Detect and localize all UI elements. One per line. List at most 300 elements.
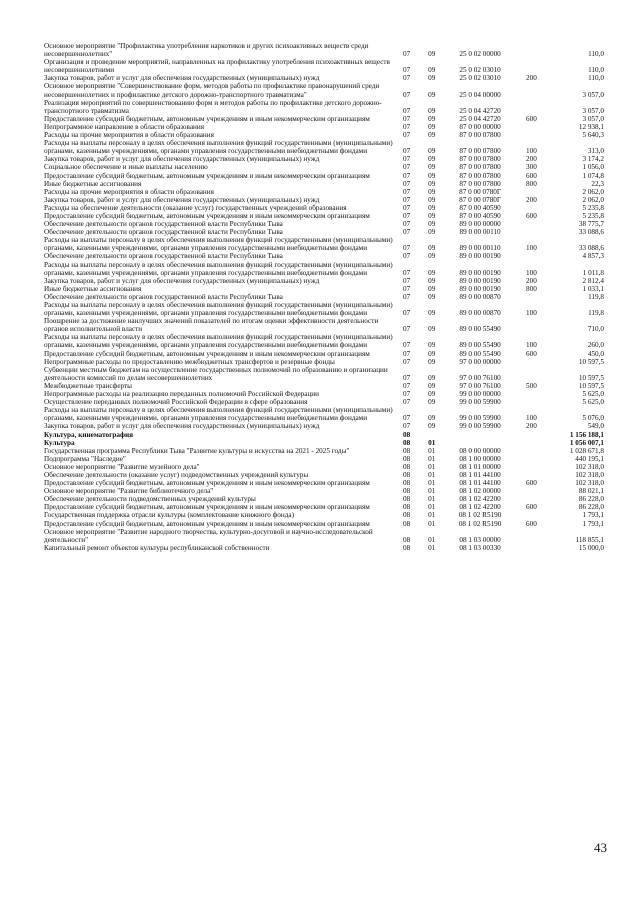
expense-type-code: 200 — [526, 422, 537, 431]
row-name: Расходы на прочие мероприятия в области образования — [44, 187, 214, 196]
expense-type-code: 600 — [526, 349, 537, 358]
amount: 10 597,5 — [578, 373, 604, 382]
target-article-code: 08 1 02 R5190 — [458, 519, 502, 528]
subsection-code: 09 — [428, 147, 436, 156]
section-code: 07 — [402, 373, 411, 382]
table-row — [44, 99, 604, 115]
table-row — [44, 455, 604, 463]
table-row — [44, 42, 604, 58]
table-row — [44, 390, 604, 398]
row-name: Предоставление субсидий бюджетным, автономным учреждениям и иным некоммерческим организациям — [44, 211, 370, 220]
expense-type-code — [516, 252, 546, 260]
section-code: 08 — [402, 454, 411, 463]
section-code: 08 — [402, 479, 411, 488]
expense-type-code: 600 — [526, 171, 537, 180]
amount: 3 057,0 — [582, 114, 604, 123]
subsection-code: 01 — [428, 487, 436, 496]
section-code: 07 — [402, 220, 411, 229]
section-code: 08 — [402, 430, 411, 439]
row-name: Расходы на прочие мероприятия в области образования — [44, 131, 214, 140]
target-article-code: 89 0 00 00110 — [459, 228, 501, 237]
table-row — [44, 447, 604, 455]
subsection-code: 01 — [428, 535, 436, 544]
expense-type-code — [516, 487, 546, 495]
expense-type-code — [516, 431, 546, 439]
expense-type-code: 200 — [526, 155, 537, 164]
subsection-code: 09 — [428, 66, 436, 75]
section-code: 07 — [402, 276, 411, 285]
subsection-code — [420, 431, 444, 439]
section-code: 07 — [402, 131, 411, 140]
amount: 1 056 007,1 — [569, 438, 604, 447]
section-code: 07 — [402, 414, 411, 423]
target-article-code: 89 0 00 00870 — [459, 292, 501, 301]
row-name: Организация и проведение мероприятий, направленных на профилактику употребления психоактивных веществ несовершеннолетними — [44, 58, 390, 75]
target-article-code: 89 0 00 55490 — [459, 325, 501, 334]
subsection-code: 09 — [428, 179, 436, 188]
expense-type-code — [516, 99, 546, 115]
subsection-code: 09 — [428, 163, 436, 172]
target-article-code: 08 1 01 44100 — [459, 470, 501, 479]
amount: 5 235,8 — [582, 203, 604, 212]
subsection-code: 09 — [428, 50, 436, 59]
target-article-code: 99 0 00 00000 — [459, 390, 501, 399]
amount: 110,0 — [588, 66, 604, 75]
amount: 313,0 — [587, 147, 604, 156]
amount: 2 062,0 — [582, 187, 604, 196]
expense-type-code — [516, 528, 546, 544]
amount: 2 812,4 — [582, 276, 604, 285]
subsection-code: 09 — [428, 414, 436, 423]
row-name: Основное мероприятие "Развитие музейного дела" — [44, 462, 200, 471]
section-code: 07 — [402, 422, 411, 431]
target-article-code: 87 0 00 0780Г — [459, 187, 502, 196]
target-article-code — [444, 431, 517, 439]
target-article-code: 25 0 02 03010 — [459, 74, 501, 83]
amount: 710,0 — [587, 325, 604, 334]
row-name: Закупка товаров, работ и услуг для обеспечения государственных (муниципальных) нужд — [44, 195, 320, 204]
row-name: Культура, кинематография — [44, 430, 133, 439]
table-row — [44, 398, 604, 406]
row-name: Социальное обеспечение и иные выплаты населению — [44, 163, 208, 172]
table-row — [44, 58, 604, 74]
section-code: 07 — [402, 381, 411, 390]
table-row — [44, 82, 604, 98]
amount: 549,0 — [587, 422, 604, 431]
subsection-code: 01 — [428, 511, 436, 520]
table-row — [44, 487, 604, 495]
section-code: 07 — [402, 284, 411, 293]
target-article-code: 89 0 00 00190 — [459, 268, 501, 277]
subsection-code: 09 — [428, 106, 436, 115]
amount: 38 775,7 — [578, 220, 604, 229]
subsection-code: 01 — [428, 503, 436, 512]
expense-type-code — [516, 131, 546, 139]
section-code: 07 — [402, 268, 411, 277]
target-article-code: 25 0 02 00000 — [459, 50, 501, 59]
section-code: 07 — [402, 244, 411, 253]
section-code: 07 — [402, 122, 411, 131]
amount: 4 857,3 — [582, 252, 604, 261]
table-row — [44, 277, 604, 285]
section-code: 07 — [402, 211, 411, 220]
amount: 86 228,0 — [578, 495, 604, 504]
amount: 5 640,3 — [582, 131, 604, 140]
target-article-code: 25 0 04 42720 — [459, 106, 501, 115]
amount: 1 033,1 — [582, 284, 604, 293]
row-name: Обеспечение деятельности органов государственной власти Республики Тыва — [44, 228, 283, 237]
expense-type-code: 600 — [526, 503, 537, 512]
expense-type-code: 800 — [526, 284, 537, 293]
subsection-code: 09 — [428, 422, 436, 431]
target-article-code: 08 1 02 00000 — [459, 487, 501, 496]
amount: 10 597,5 — [578, 381, 604, 390]
expense-type-code: 800 — [526, 179, 537, 188]
target-article-code: 87 0 00 07800 — [459, 179, 501, 188]
table-row — [44, 406, 604, 422]
target-article-code: 25 0 02 03010 — [459, 66, 501, 75]
amount: 260,0 — [587, 341, 604, 350]
table-row — [44, 228, 604, 236]
section-code: 08 — [402, 495, 411, 504]
subsection-code: 09 — [428, 341, 436, 350]
table-row — [44, 528, 604, 544]
section-code: 07 — [402, 50, 411, 59]
amount: 88 021,1 — [578, 487, 604, 496]
section-code: 08 — [402, 438, 411, 447]
row-name: Основное мероприятие "Профилактика употребления наркотиков и других психоактивных веществ среди несовершеннолетних" — [44, 42, 369, 59]
table-row — [44, 261, 604, 277]
expense-type-code: 100 — [526, 244, 537, 253]
target-article-code: 87 0 00 07800 — [459, 171, 501, 180]
row-name: Расходы на выплаты персоналу в целях обеспечения выполнения функций государственными (муниципальными) органами, казенными учреждениями, органами управления государственными внебюджетными фондами — [44, 139, 393, 156]
table-row — [44, 155, 604, 163]
section-code: 07 — [402, 309, 411, 318]
target-article-code: 89 0 00 00000 — [459, 220, 501, 229]
subsection-code: 09 — [428, 276, 436, 285]
row-name: Закупка товаров, работ и услуг для обеспечения государственных (муниципальных) нужд — [44, 276, 320, 285]
row-name: Обеспечение деятельности подведомственных учреждений культуры — [44, 495, 256, 504]
subsection-code: 09 — [428, 155, 436, 164]
expense-type-code: 100 — [526, 147, 537, 156]
section-code: 08 — [402, 543, 411, 552]
row-name: Непрограммное направление в области образования — [44, 122, 205, 131]
row-name: Иные бюджетные ассигнования — [44, 179, 142, 188]
row-name: Обеспечение деятельности органов государственной власти Республики Тыва — [44, 252, 283, 261]
target-article-code: 87 0 00 40590 — [459, 203, 501, 212]
amount: 102 318,0 — [575, 470, 604, 479]
table-row — [44, 422, 604, 430]
row-name: Расходы на обеспечение деятельности (оказание услуг) государственных учреждений образования — [44, 203, 347, 212]
section-code: 07 — [402, 171, 411, 180]
table-row — [44, 196, 604, 204]
amount: 1 793,1 — [582, 519, 604, 528]
section-code: 07 — [402, 341, 411, 350]
subsection-code: 09 — [428, 187, 436, 196]
row-name: Основное мероприятие "Развитие народного творчества, культурно-досуговой и научно-исследовательской деятельности" — [44, 527, 373, 544]
row-name: Осуществление переданных полномочий Российской Федерации в сфере образования — [44, 398, 308, 407]
subsection-code: 09 — [428, 228, 436, 237]
subsection-code: 01 — [428, 446, 436, 455]
row-name: Предоставление субсидий бюджетным, автономным учреждениям и иным некоммерческим организациям — [44, 503, 370, 512]
table-row — [44, 503, 604, 511]
subsection-code: 09 — [428, 195, 436, 204]
amount: 118 855,1 — [575, 535, 604, 544]
expense-type-code: 100 — [526, 341, 537, 350]
target-article-code: 08 1 00 00000 — [459, 454, 501, 463]
subsection-code: 09 — [428, 373, 436, 382]
expense-type-code — [516, 317, 546, 333]
target-article-code: 87 0 00 07800 — [459, 155, 501, 164]
amount: 15 000,0 — [578, 543, 604, 552]
section-code: 07 — [402, 147, 411, 156]
target-article-code: 25 0 04 42720 — [459, 114, 501, 123]
expense-type-code — [516, 495, 546, 503]
target-article-code: 99 0 00 59900 — [459, 422, 501, 431]
expense-type-code: 100 — [526, 414, 537, 423]
subsection-code: 09 — [428, 211, 436, 220]
table-row — [44, 139, 604, 155]
amount: 440 195,1 — [575, 454, 604, 463]
table-row — [44, 301, 604, 317]
subsection-code: 09 — [428, 381, 436, 390]
row-name: Иные бюджетные ассигнования — [44, 284, 142, 293]
table-row — [44, 439, 604, 447]
expense-type-code — [516, 463, 546, 471]
amount: 33 088,6 — [578, 244, 604, 253]
section-code: 08 — [402, 511, 411, 520]
target-article-code: 89 0 00 00190 — [459, 284, 501, 293]
target-article-code: 99 0 00 59900 — [459, 398, 501, 407]
table-row — [44, 431, 604, 439]
table-row — [44, 544, 604, 552]
expense-type-code — [516, 204, 546, 212]
subsection-code: 09 — [428, 390, 436, 399]
table-row — [44, 131, 604, 139]
expense-type-code: 600 — [526, 519, 537, 528]
expense-type-code — [516, 293, 546, 301]
row-name: Непрограммные расходы на реализацию переданных полномочий Российской Федерации — [44, 390, 319, 399]
expense-type-code — [516, 398, 546, 406]
row-name: Основное мероприятие "Развитие библиотечного дела" — [44, 487, 214, 496]
amount: 2 062,0 — [582, 195, 604, 204]
target-article-code: 87 0 00 07800 — [459, 131, 501, 140]
section-code: 08 — [402, 519, 411, 528]
table-row — [44, 382, 604, 390]
section-code: 07 — [402, 163, 411, 172]
expense-type-code — [516, 358, 546, 366]
target-article-code: 87 0 00 07800 — [459, 163, 501, 172]
row-name: Обеспечение деятельности (оказание услуг) подведомственных учреждений культуры — [44, 470, 309, 479]
table-row — [44, 520, 604, 528]
table-row — [44, 495, 604, 503]
amount: 5 076,0 — [582, 414, 604, 423]
row-name: Предоставление субсидий бюджетным, автономным учреждениям и иным некоммерческим организациям — [44, 171, 370, 180]
amount: 450,0 — [587, 349, 604, 358]
row-name: Межбюджетные трансферты — [44, 381, 132, 390]
row-name: Предоставление субсидий бюджетным, автономным учреждениям и иным некоммерческим организациям — [44, 479, 370, 488]
amount: 3 174,2 — [582, 155, 604, 164]
table-row — [44, 293, 604, 301]
table-row — [44, 366, 604, 382]
target-article-code: 08 1 01 00000 — [459, 462, 501, 471]
subsection-code: 01 — [428, 438, 436, 447]
section-code: 07 — [402, 357, 411, 366]
expense-type-code: 100 — [526, 268, 537, 277]
subsection-code: 09 — [428, 284, 436, 293]
subsection-code: 01 — [428, 479, 436, 488]
expense-type-code — [516, 42, 546, 58]
row-name: Основное мероприятие "Совершенствование форм, методов работы по профилактике правонарушений среди несовершеннолетних и профилактике детского дорожно-транспортного травматизма" — [44, 82, 380, 99]
subsection-code: 09 — [428, 122, 436, 131]
row-name: Подпрограмма "Наследие" — [44, 454, 126, 463]
table-row — [44, 172, 604, 180]
amount: 1 028 671,8 — [569, 446, 604, 455]
row-name: Реализация мероприятий по совершенствованию форм и методов работы по профилактике детского дорожно-транспортного травматизма — [44, 98, 382, 115]
amount: 5 625,0 — [582, 390, 604, 399]
section-code: 08 — [402, 446, 411, 455]
row-name: Закупка товаров, работ и услуг для обеспечения государственных (муниципальных) нужд — [44, 74, 320, 83]
expense-type-code — [516, 366, 546, 382]
target-article-code: 08 1 02 42200 — [459, 495, 501, 504]
subsection-code: 09 — [428, 357, 436, 366]
target-article-code: 08 1 03 00000 — [459, 535, 501, 544]
section-code: 07 — [402, 90, 411, 99]
expense-type-code: 200 — [526, 195, 537, 204]
section-code: 07 — [402, 66, 411, 75]
row-name: Закупка товаров, работ и услуг для обеспечения государственных (муниципальных) нужд — [44, 422, 320, 431]
subsection-code: 09 — [428, 114, 436, 123]
expense-type-code — [516, 220, 546, 228]
expense-type-code — [516, 447, 546, 455]
table-body — [44, 42, 604, 552]
subsection-code: 01 — [428, 519, 436, 528]
amount: 86 228,0 — [578, 503, 604, 512]
section-code: 08 — [402, 535, 411, 544]
section-code: 07 — [402, 228, 411, 237]
amount: 22,3 — [591, 179, 604, 188]
table-row — [44, 212, 604, 220]
target-article-code: 97 0 00 00000 — [459, 357, 501, 366]
subsection-code: 09 — [428, 349, 436, 358]
expense-type-code — [516, 188, 546, 196]
subsection-code: 01 — [428, 495, 436, 504]
row-name: Государственная программа Республики Тыва "Развитие культуры и искусства на 2021 - 2025 годы" — [44, 446, 350, 455]
expense-type-code — [516, 511, 546, 519]
row-name: Обеспечение деятельности органов государственной власти Республики Тыва — [44, 292, 283, 301]
amount: 1 011,8 — [582, 268, 604, 277]
target-article-code: 99 0 00 59900 — [459, 414, 501, 423]
expense-type-code — [516, 439, 546, 447]
subsection-code: 09 — [428, 309, 436, 318]
section-code: 07 — [402, 398, 411, 407]
table-row — [44, 180, 604, 188]
subsection-code: 09 — [428, 171, 436, 180]
amount: 110,0 — [588, 74, 604, 83]
row-name: Расходы на выплаты персоналу в целях обеспечения выполнения функций государственными (муниципальными) органами, казенными учреждениями, органами управления государственными внебюджетными фондами — [44, 333, 393, 350]
section-code: 07 — [402, 106, 411, 115]
table-row — [44, 479, 604, 487]
expense-type-code: 300 — [526, 163, 537, 172]
amount: 119,8 — [588, 292, 604, 301]
expense-type-code — [516, 390, 546, 398]
target-article-code: 08 1 02 42200 — [459, 503, 501, 512]
expense-type-code — [516, 544, 546, 552]
row-name: Предоставление субсидий бюджетным, автономным учреждениям и иным некоммерческим организациям — [44, 349, 370, 358]
table-row — [44, 317, 604, 333]
amount: 12 938,1 — [578, 122, 604, 131]
table-row — [44, 188, 604, 196]
table-row — [44, 252, 604, 260]
table-row — [44, 220, 604, 228]
amount: 119,8 — [588, 309, 604, 318]
section-code: 07 — [402, 252, 411, 261]
expense-type-code: 100 — [526, 309, 537, 318]
amount: 1 074,8 — [582, 171, 604, 180]
row-name: Расходы на выплаты персоналу в целях обеспечения выполнения функций государственными (муниципальными) органами, казенными учреждениями, органами управления государственными внебюджетными фондами — [44, 260, 393, 277]
target-article-code: 89 0 00 00110 — [459, 244, 501, 253]
amount: 110,0 — [588, 50, 604, 59]
amount: 5 235,8 — [582, 211, 604, 220]
expense-type-code: 500 — [526, 381, 537, 390]
table-row — [44, 350, 604, 358]
subsection-code: 09 — [428, 325, 436, 334]
subsection-code: 09 — [428, 220, 436, 229]
subsection-code: 09 — [428, 268, 436, 277]
section-code: 07 — [402, 292, 411, 301]
section-code: 08 — [402, 503, 411, 512]
target-article-code: 89 0 00 00870 — [459, 309, 501, 318]
subsection-code: 01 — [428, 454, 436, 463]
subsection-code: 09 — [428, 74, 436, 83]
section-code: 07 — [402, 349, 411, 358]
row-name: Расходы на выплаты персоналу в целях обеспечения выполнения функций государственными (муниципальными) органами, казенными учреждениями, органами управления государственными внебюджетными фондами — [44, 406, 393, 423]
expense-type-code: 600 — [526, 479, 537, 488]
target-article-code: 89 0 00 00190 — [459, 276, 501, 285]
subsection-code: 09 — [428, 203, 436, 212]
section-code: 08 — [402, 462, 411, 471]
row-name: Государственная поддержка отрасли культуры (комплектование книжного фонда) — [44, 511, 294, 520]
expense-type-code — [516, 58, 546, 74]
section-code: 07 — [402, 187, 411, 196]
subsection-code: 09 — [428, 90, 436, 99]
table-row — [44, 463, 604, 471]
expense-type-code — [516, 455, 546, 463]
subsection-code: 09 — [428, 131, 436, 140]
table-row — [44, 285, 604, 293]
target-article-code — [444, 439, 517, 447]
subsection-code: 01 — [428, 470, 436, 479]
amount: 10 597,5 — [578, 357, 604, 366]
subsection-code: 01 — [428, 462, 436, 471]
expense-type-code: 200 — [526, 276, 537, 285]
row-name: Непрограммные расходы по предоставлению межбюджетных трансфертов и резервные фонды — [44, 357, 335, 366]
section-code: 07 — [402, 203, 411, 212]
section-code: 07 — [402, 195, 411, 204]
row-name: Поощрение за достижение наилучших значений показателей по итогам оценки эффективности деятельности органов исполнительной власти — [44, 317, 379, 334]
target-article-code: 25 0 04 00000 — [459, 90, 501, 99]
page-number: 43 — [594, 840, 607, 855]
subsection-code: 09 — [428, 252, 436, 261]
table-row — [44, 471, 604, 479]
amount: 5 625,0 — [582, 398, 604, 407]
table-row — [44, 163, 604, 171]
table-row — [44, 333, 604, 349]
subsection-code: 09 — [428, 292, 436, 301]
row-name: Закупка товаров, работ и услуг для обеспечения государственных (муниципальных) нужд — [44, 155, 320, 164]
expense-type-code: 600 — [526, 211, 537, 220]
table-row — [44, 204, 604, 212]
